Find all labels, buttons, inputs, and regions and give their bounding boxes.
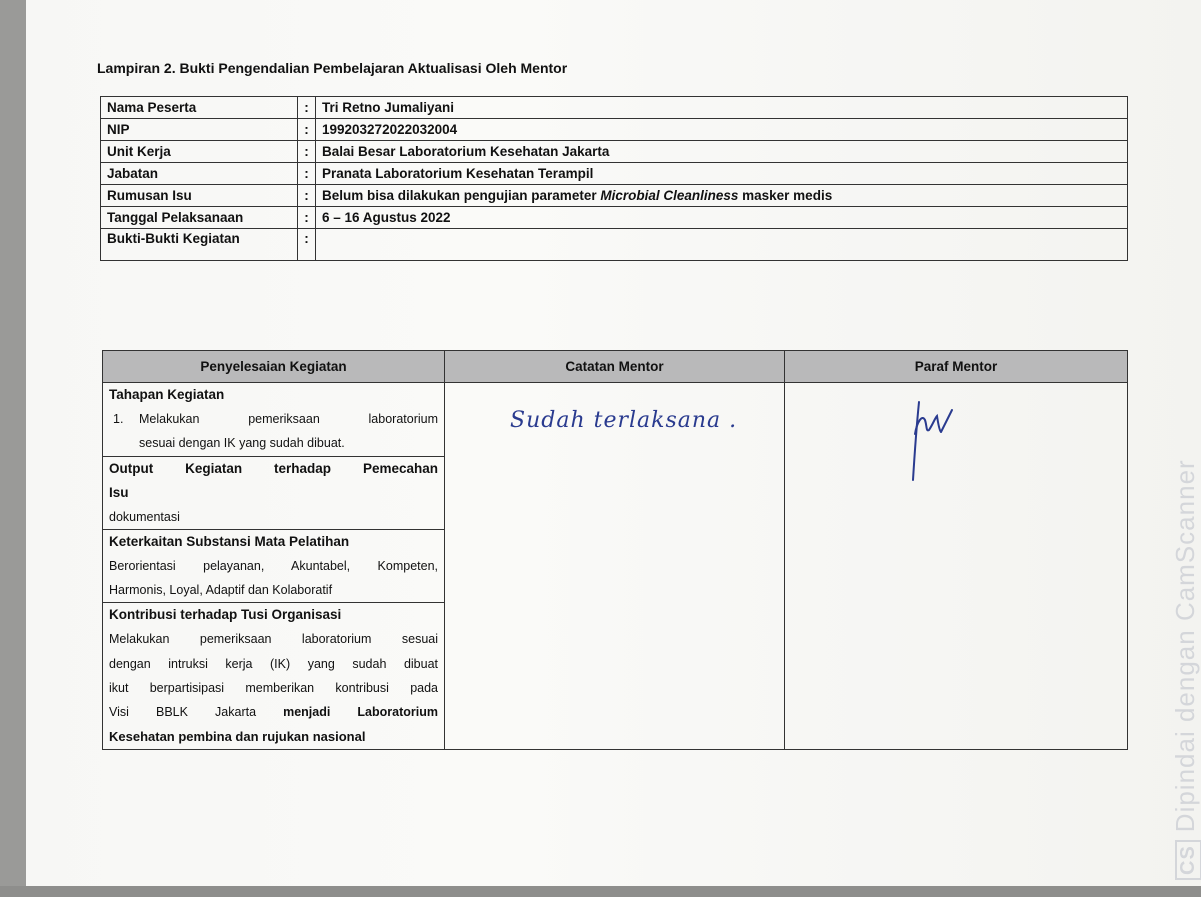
vision-text-bold: menjadi Laboratorium — [283, 705, 438, 720]
scan-bottom-edge — [0, 886, 1201, 897]
info-row — [101, 163, 1128, 185]
info-label: Unit Kerja — [101, 141, 298, 163]
section-text: ikut berpartisipasi memberikan kontribusi pada — [109, 681, 438, 696]
activity-cell — [103, 383, 445, 750]
section-text: dengan intruksi kerja (IK) yang sudah dibuat — [109, 656, 438, 671]
section-keterkaitan — [103, 530, 444, 604]
section-text: Harmonis, Loyal, Adaptif dan Kolaboratif — [109, 583, 333, 598]
mentor-note-handwriting: Sudah terlaksana . — [510, 408, 738, 433]
info-value: Pranata Laboratorium Kesehatan Terampil — [316, 163, 1128, 185]
info-label: Tanggal Pelaksanaan — [101, 207, 298, 229]
info-value — [316, 185, 1128, 207]
header-paraf: Paraf Mentor — [785, 351, 1128, 383]
info-label: Bukti-Bukti Kegiatan — [101, 229, 298, 261]
section-heading: Kontribusi terhadap Tusi Organisasi — [109, 607, 342, 623]
info-label: Rumusan Isu — [101, 185, 298, 207]
info-label: Nama Peserta — [101, 97, 298, 119]
info-colon: : — [298, 97, 316, 119]
table-header-row — [103, 351, 1128, 383]
header-catatan: Catatan Mentor — [445, 351, 785, 383]
info-row — [101, 141, 1128, 163]
camscanner-logo-icon: CS — [1175, 840, 1201, 880]
info-label: NIP — [101, 119, 298, 141]
section-heading: Keterkaitan Substansi Mata Pelatihan — [109, 533, 350, 549]
scan-left-edge — [0, 0, 26, 897]
info-value — [316, 229, 1128, 261]
mentor-signature-cell — [785, 383, 1128, 750]
info-colon: : — [298, 163, 316, 185]
issue-text-end: masker medis — [738, 188, 833, 203]
watermark-text: Dipindai dengan CamScanner — [1170, 459, 1200, 833]
section-heading: Tahapan Kegiatan — [109, 387, 225, 402]
section-heading: Output Kegiatan terhadap Pemecahan — [109, 460, 438, 476]
step-text-line1: Melakukan pemeriksaan laboratorium — [139, 412, 438, 426]
header-penyelesaian: Penyelesaian Kegiatan — [103, 351, 445, 383]
vision-text-bold-line: Kesehatan pembina dan rujukan nasional — [109, 728, 366, 744]
info-colon: : — [298, 141, 316, 163]
section-heading-cont: Isu — [109, 484, 129, 500]
issue-text-start: Belum bisa dilakukan pengujian parameter — [322, 188, 601, 203]
section-text: Berorientasi pelayanan, Akuntabel, Kompeten, — [109, 558, 438, 573]
section-text: Melakukan pemeriksaan laboratorium sesuai — [109, 632, 438, 647]
step-text-line2: sesuai dengan IK yang sudah dibuat. — [139, 436, 345, 451]
info-value: 6 – 16 Agustus 2022 — [316, 207, 1128, 229]
step-number: 1. — [113, 412, 124, 426]
mentor-note-cell — [445, 383, 785, 750]
info-row — [101, 207, 1128, 229]
info-row — [101, 119, 1128, 141]
info-row — [101, 185, 1128, 207]
info-row — [101, 229, 1128, 261]
info-value: 199203272022032004 — [316, 119, 1128, 141]
info-value: Tri Retno Jumaliyani — [316, 97, 1128, 119]
section-tahapan — [103, 383, 444, 457]
camscanner-watermark — [1170, 459, 1201, 880]
info-colon: : — [298, 229, 316, 261]
document-title: Lampiran 2. Bukti Pengendalian Pembelajaran Aktualisasi Oleh Mentor — [97, 60, 568, 76]
info-colon: : — [298, 119, 316, 141]
vision-text: Visi BBLK Jakarta — [109, 705, 284, 720]
info-value: Balai Besar Laboratorium Kesehatan Jakarta — [316, 141, 1128, 163]
section-output — [103, 457, 444, 530]
step-item — [109, 407, 438, 431]
mentor-signature-icon — [905, 392, 955, 487]
participant-info-table — [100, 96, 1128, 261]
table-body-row — [103, 383, 1128, 750]
section-text: dokumentasi — [109, 509, 180, 524]
issue-text-italic: Microbial Cleanliness — [600, 188, 739, 203]
info-label: Jabatan — [101, 163, 298, 185]
info-row — [101, 97, 1128, 119]
section-text — [109, 700, 438, 724]
section-kontribusi — [103, 603, 444, 748]
info-colon: : — [298, 185, 316, 207]
info-colon: : — [298, 207, 316, 229]
